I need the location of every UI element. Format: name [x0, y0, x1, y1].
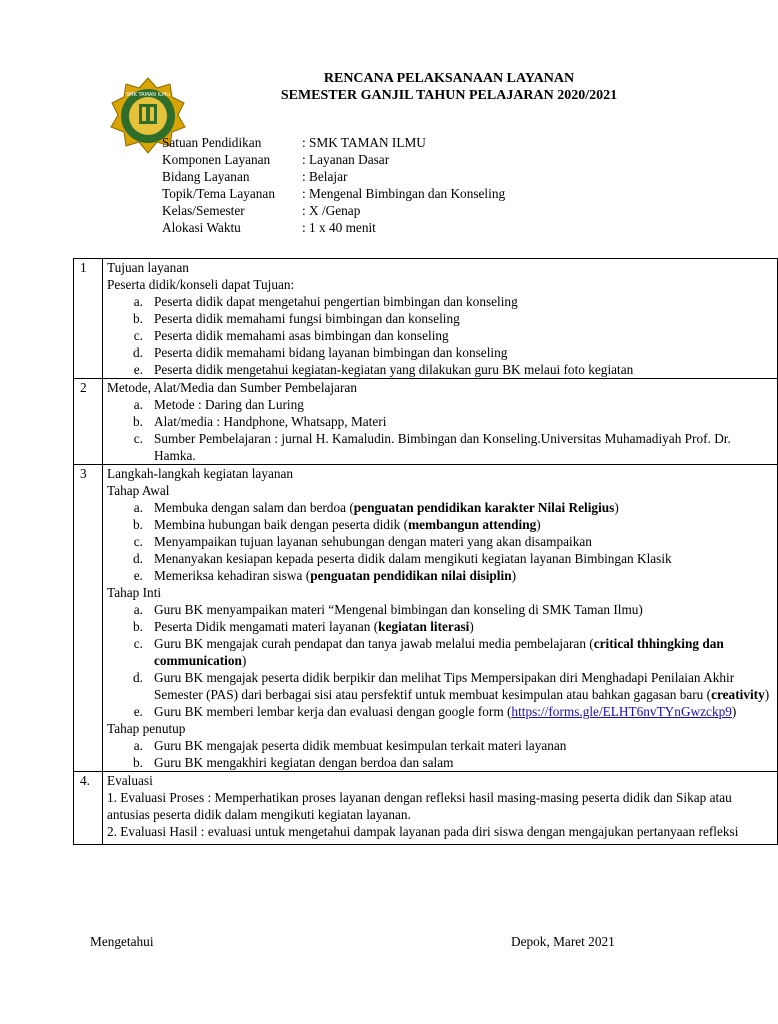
list-marker: a. [133, 500, 143, 515]
info-row [162, 151, 505, 168]
list-marker: a. [133, 602, 143, 617]
list-marker: a. [133, 294, 143, 309]
list-marker: b. [133, 311, 143, 326]
logo-ring-text: SMK TAMAN ILMU [126, 92, 170, 98]
list-marker: c. [133, 328, 143, 343]
rpl-table [73, 258, 778, 845]
list-item [107, 396, 773, 413]
list-text [154, 516, 773, 533]
item-text: Peserta didik memahami asas bimbingan dan konseling [154, 328, 449, 343]
list-text [154, 567, 773, 584]
item-text: Sumber Pembelajaran : jurnal H. Kamaludin. Bimbingan dan Konseling.Universitas Muhamadiyah Prof. Dr. Hamka. [154, 431, 731, 463]
item-text: Membuka dengan salam dan berdoa ( [154, 500, 354, 515]
stage-title-inti: Tahap Inti [107, 585, 162, 600]
footer-acknowledged: Mengetahui [90, 934, 154, 949]
item-emphasis: penguatan pendidikan nilai disiplin [310, 568, 512, 583]
section-row-2 [74, 379, 778, 465]
info-label: Komponen Layanan [162, 152, 271, 167]
list-text [154, 635, 773, 669]
list-item [107, 499, 773, 516]
info-label: Topik/Tema Layanan [162, 186, 275, 201]
info-value: : 1 x 40 menit [302, 220, 376, 235]
list-item [107, 669, 773, 703]
item-suffix: ) [511, 568, 517, 583]
info-label: Bidang Layanan [162, 169, 250, 184]
list-item [107, 635, 773, 669]
item-suffix: ) [764, 687, 770, 702]
method-list [107, 396, 773, 464]
info-block [162, 134, 505, 236]
item-emphasis: penguatan pendidikan karakter Nilai Religius [353, 500, 615, 515]
list-marker: d. [133, 345, 143, 360]
list-marker: e. [133, 568, 143, 583]
list-text [154, 361, 773, 378]
list-item [107, 550, 773, 567]
item-text: Peserta didik memahami bidang layanan bimbingan dan konseling [154, 345, 508, 360]
list-marker: a. [133, 738, 143, 753]
item-suffix: ) [469, 619, 474, 634]
evaluation-process: 1. Evaluasi Proses : Memperhatikan proses layanan dengan refleksi hasil masing-masing peserta didik dan Sikap atau antusias peserta didik dalam mengikuti kegiatan layanan. [107, 790, 732, 822]
section-row-4 [74, 772, 778, 845]
item-text: Guru BK menyampaikan materi “Mengenal bimbingan dan konseling di SMK Taman Ilmu) [154, 602, 643, 617]
list-item [107, 754, 773, 771]
info-label: Kelas/Semester [162, 203, 245, 218]
info-value: : Belajar [302, 169, 348, 184]
list-text [154, 669, 773, 703]
list-text [154, 344, 773, 361]
item-text: Peserta didik dapat mengetahui pengertian bimbingan dan konseling [154, 294, 518, 309]
list-marker: b. [133, 755, 143, 770]
info-row [162, 168, 505, 185]
list-item [107, 361, 773, 378]
list-marker: a. [133, 397, 143, 412]
list-item [107, 310, 773, 327]
section-number: 2 [74, 379, 103, 465]
section-content [103, 259, 778, 379]
list-marker: b. [133, 517, 143, 532]
item-text: Alat/media : Handphone, Whatsapp, Materi [154, 414, 387, 429]
list-marker: c. [133, 534, 143, 549]
list-item [107, 703, 773, 720]
section-title: Evaluasi [107, 773, 153, 788]
title-line-2: SEMESTER GANJIL TAHUN PELAJARAN 2020/2021 [280, 88, 618, 103]
item-text: Membina hubungan baik dengan peserta didik ( [154, 517, 409, 532]
section-row-3 [74, 465, 778, 772]
list-text [154, 499, 773, 516]
list-text [154, 737, 773, 754]
stage-awal-list [107, 499, 773, 584]
list-item [107, 567, 773, 584]
list-text [154, 327, 773, 344]
title-line-1: RENCANA PELAKSANAAN LAYANAN [323, 71, 575, 86]
stage-inti-list [107, 601, 773, 720]
section-number: 4. [74, 772, 103, 845]
section-title: Metode, Alat/Media dan Sumber Pembelajaran [107, 380, 357, 395]
item-emphasis: critical thhingking dan communication [154, 636, 724, 668]
info-row [162, 134, 505, 151]
info-value: : Layanan Dasar [302, 152, 390, 167]
list-text [154, 293, 773, 310]
list-item [107, 344, 773, 361]
list-marker: b. [133, 619, 143, 634]
section-content [103, 379, 778, 465]
info-label: Satuan Pendidikan [162, 135, 262, 150]
item-emphasis: membangun attending [408, 517, 537, 532]
section-intro: Peserta didik/konseli dapat Tujuan: [107, 277, 295, 292]
list-text [154, 703, 773, 720]
list-item [107, 601, 773, 618]
stage-title-awal: Tahap Awal [107, 483, 170, 498]
item-suffix: ) [241, 653, 247, 668]
list-marker: e. [133, 362, 143, 377]
list-item [107, 413, 773, 430]
stage-penutup-list [107, 737, 773, 771]
list-text [154, 754, 773, 771]
objective-list [107, 293, 773, 378]
info-row [162, 185, 505, 202]
item-suffix: ) [536, 517, 541, 532]
item-text: Memeriksa kehadiran siswa ( [154, 568, 311, 583]
section-content [103, 465, 778, 772]
item-text: Guru BK mengajak peserta didik berpikir dan melihat Tips Mempersipakan diri Menghadapi Penilaian Akhir Semester (PAS) dari berbagai sisi atau persfektif untuk membuat kesimpulan atau bahkan gagasan baru ( [154, 670, 735, 702]
item-text: Peserta Didik mengamati materi layanan ( [154, 619, 379, 634]
stage-title-penutup: Tahap penutup [107, 721, 186, 736]
list-item [107, 533, 773, 550]
item-text: Menyampaikan tujuan layanan sehubungan dengan materi yang akan disampaikan [154, 534, 592, 549]
item-text: Guru BK mengajak curah pendapat dan tanya jawab melalui media pembelajaran ( [154, 636, 594, 651]
list-item [107, 327, 773, 344]
item-emphasis: creativity [711, 687, 765, 702]
info-row [162, 219, 505, 236]
item-text: Peserta didik mengetahui kegiatan-kegiatan yang dilakukan guru BK melaui foto kegiatan [154, 362, 634, 377]
item-suffix: ) [731, 704, 737, 719]
document-title [0, 70, 768, 104]
section-number: 1 [74, 259, 103, 379]
list-item [107, 618, 773, 635]
list-text [154, 618, 773, 635]
list-text [154, 430, 773, 464]
item-text: Menanyakan kesiapan kepada peserta didik dalam mengikuti kegiatan layanan Bimbingan Klasik [154, 551, 672, 566]
info-label: Alokasi Waktu [162, 220, 241, 235]
list-marker: b. [133, 414, 143, 429]
section-content [103, 772, 778, 845]
list-marker: c. [133, 431, 143, 446]
section-row-1 [74, 259, 778, 379]
evaluation-result: 2. Evaluasi Hasil : evaluasi untuk mengetahui dampak layanan pada diri siswa dengan mengajukan pertanyaan refleksi [107, 824, 739, 839]
info-value: : X /Genap [302, 203, 361, 218]
item-suffix: ) [614, 500, 619, 515]
list-marker: e. [133, 704, 143, 719]
list-marker: d. [133, 670, 143, 685]
list-text [154, 396, 773, 413]
list-item [107, 293, 773, 310]
footer-place-date: Depok, Maret 2021 [511, 934, 615, 949]
list-text [154, 533, 773, 550]
list-text [154, 550, 773, 567]
info-row [162, 202, 505, 219]
item-text: Peserta didik memahami fungsi bimbingan dan konseling [154, 311, 460, 326]
item-text: Metode : Daring dan Luring [154, 397, 304, 412]
item-text: Guru BK mengajak peserta didik membuat kesimpulan terkait materi layanan [154, 738, 567, 753]
section-title: Langkah-langkah kegiatan layanan [107, 466, 294, 481]
section-number: 3 [74, 465, 103, 772]
list-marker: c. [133, 636, 143, 651]
list-text [154, 413, 773, 430]
item-emphasis: kegiatan literasi [378, 619, 470, 634]
section-title: Tujuan layanan [107, 260, 189, 275]
item-text: Guru BK memberi lembar kerja dan evaluasi dengan google form ( [154, 704, 512, 719]
list-item [107, 430, 773, 464]
list-text [154, 310, 773, 327]
item-text: Guru BK mengakhiri kegiatan dengan berdoa dan salam [154, 755, 454, 770]
list-item [107, 737, 773, 754]
list-text [154, 601, 773, 618]
list-item [107, 516, 773, 533]
info-value: : Mengenal Bimbingan dan Konseling [302, 186, 506, 201]
list-marker: d. [133, 551, 143, 566]
info-value: : SMK TAMAN ILMU [302, 135, 426, 150]
google-form-link[interactable]: https://forms.gle/ELHT6nvTYnGwzckp9 [511, 704, 732, 719]
